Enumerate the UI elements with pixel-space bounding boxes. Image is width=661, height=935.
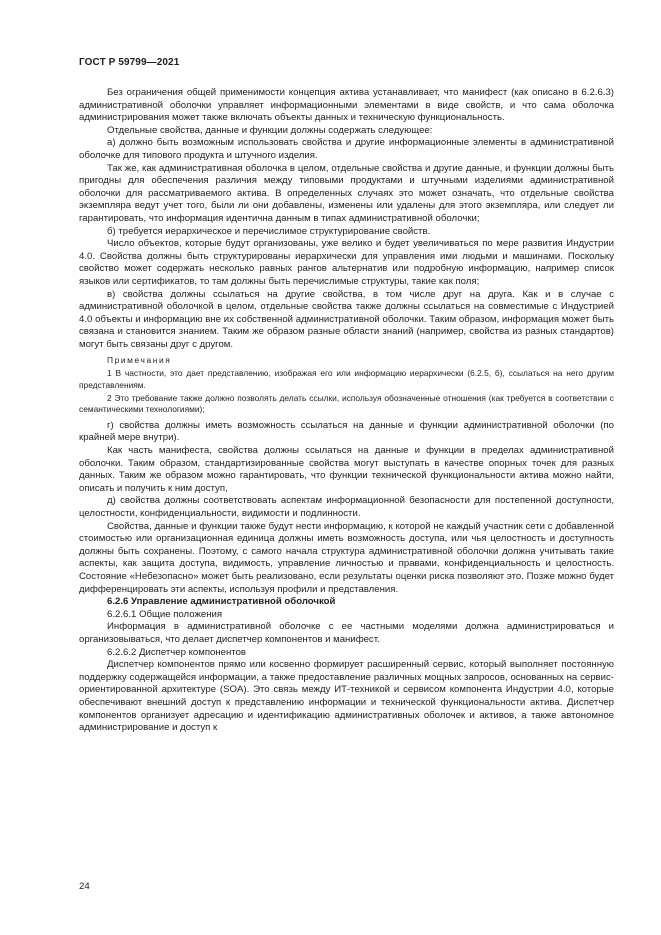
paragraph: Без ограничения общей применимости концепция актива устанавливает, что манифест (как описано в 6.2.6.3) административной оболочки управляет информационными элементами в виде свойств, и что сама оболочка администрирования может также включать объекты данных и техническую функциональность. bbox=[79, 87, 614, 124]
paragraph: Свойства, данные и функции также будут нести информацию, к которой не каждый участник сети с добавленной стоимостью или организационная единица должны иметь возможность доступа, или чья целостность и доступность должны быть сохранены. Поэтому, с самого начала структура административной оболочки должна учитывать такие аспекты, как защита доступа, видимость, управление личностью и правами, конфиденциальность и целостность. Состояние «Небезопасно» может быть реализовано, если результаты оценки риска позволяют это. Позже можно будет дифференцировать эти аспекты, используя профили и представления. bbox=[79, 520, 614, 595]
list-item-a: а) должно быть возможным использовать свойства и другие информационные элементы в административной оболочке для типового продукта и штучного изделия. bbox=[79, 137, 614, 161]
document-header: ГОСТ Р 59799—2021 bbox=[79, 57, 180, 68]
notes-title: Примечания bbox=[107, 355, 172, 366]
paragraph: Число объектов, которые будут организованы, уже велико и будет увеличиваться по мере развития Индустрии 4.0. Свойства должны быть структурированы иерархически для управления ими людьми и машинами. Поскольку свойство может содержать несколько равных рангов альтернатив или подробную информацию, например список языков или сертификатов, то там должны быть перечислимые структуры, такие как поля; bbox=[79, 238, 614, 287]
document-body bbox=[79, 87, 614, 735]
paragraph: Информация в административной оболочке с ее частными моделями должна администрироваться и организовываться, что делает диспетчер компонентов и манифест. bbox=[79, 621, 614, 645]
note-2: 2 Это требование также должно позволять делать ссылки, используя обозначенные отношения (как требуется в соответствии с семантическими технологиями); bbox=[79, 392, 614, 415]
subsection-heading-6-2-6-1: 6.2.6.1 Общие положения bbox=[107, 608, 223, 620]
list-item-b: б) требуется иерархическое и перечислимое структурирование свойств. bbox=[107, 225, 431, 237]
list-item-v: в) свойства должны ссылаться на другие свойства, в том числе друг на друга. Как и в случае с административной оболочкой в целом, отдельные свойства также должны ссылаться на совместимые с Индустрией 4.0 объекты и информацию вне их собственной административной оболочки. Таким образом, информация может быть связана и становится знанием. Таким же образом разные области знаний (например, свойства из разных стандартов) могут быть связаны друг с другом. bbox=[79, 288, 614, 350]
page-number: 24 bbox=[79, 881, 90, 892]
paragraph: Отдельные свойства, данные и функции должны содержать следующее: bbox=[107, 124, 433, 136]
paragraph: Так же, как административная оболочка в целом, отдельные свойства и другие данные, и функции должны быть пригодны для обеспечения различия между типовыми продуктами и штучными изделиями административной оболочки для рассматриваемого актива. В определенных случаях это может означать, что отдельные свойства экземпляра ведут учет того, были ли они добавлены, изменены или удалены для этого экземпляра, или следует ли гарантировать, что информация идентична данным в типах административной оболочки; bbox=[79, 162, 614, 224]
note-1: 1 В частности, это дает представлению, изображая его или информацию иерархически (6.2.5, б), ссылаться на него другим представлениям. bbox=[79, 368, 614, 391]
subsection-heading-6-2-6-2: 6.2.6.2 Диспетчер компонентов bbox=[107, 646, 247, 658]
paragraph: Как часть манифеста, свойства должны ссылаться на данные и функции в пределах административной оболочки. Таким образом, стандартизированные свойства могут выступать в качестве опорных точек для разных данных. Таким же образом можно гарантировать, что функции технической функциональности актива можно найти, описать и получить к ним доступ, bbox=[79, 445, 614, 494]
list-item-g: г) свойства должны иметь возможность ссылаться на данные и функции административной оболочки (по крайней мере внутри). bbox=[79, 419, 614, 444]
list-item-d: д) свойства должны соответствовать аспектам информационной безопасности для постепенной доступности, целостности, конфиденциальности, видимости и подлинности. bbox=[79, 495, 614, 519]
paragraph: Диспетчер компонентов прямо или косвенно формирует расширенный сервис, который выполняет постоянную поддержку содержащейся информации, а также предоставление различных мощных запросов, основанных на сервис-ориентированной архитектуре (SOA). Это связь между ИТ-техникой и сервисом компонента Индустрии 4.0, которые обеспечивают внешний доступ к представлению информации и технической функциональности актива. Диспетчер компонентов организует адресацию и идентификацию административных оболочек и активов, а также автономное администрирование и доступ к bbox=[79, 659, 614, 734]
section-heading-6-2-6: 6.2.6 Управление административной оболочкой bbox=[107, 596, 336, 608]
